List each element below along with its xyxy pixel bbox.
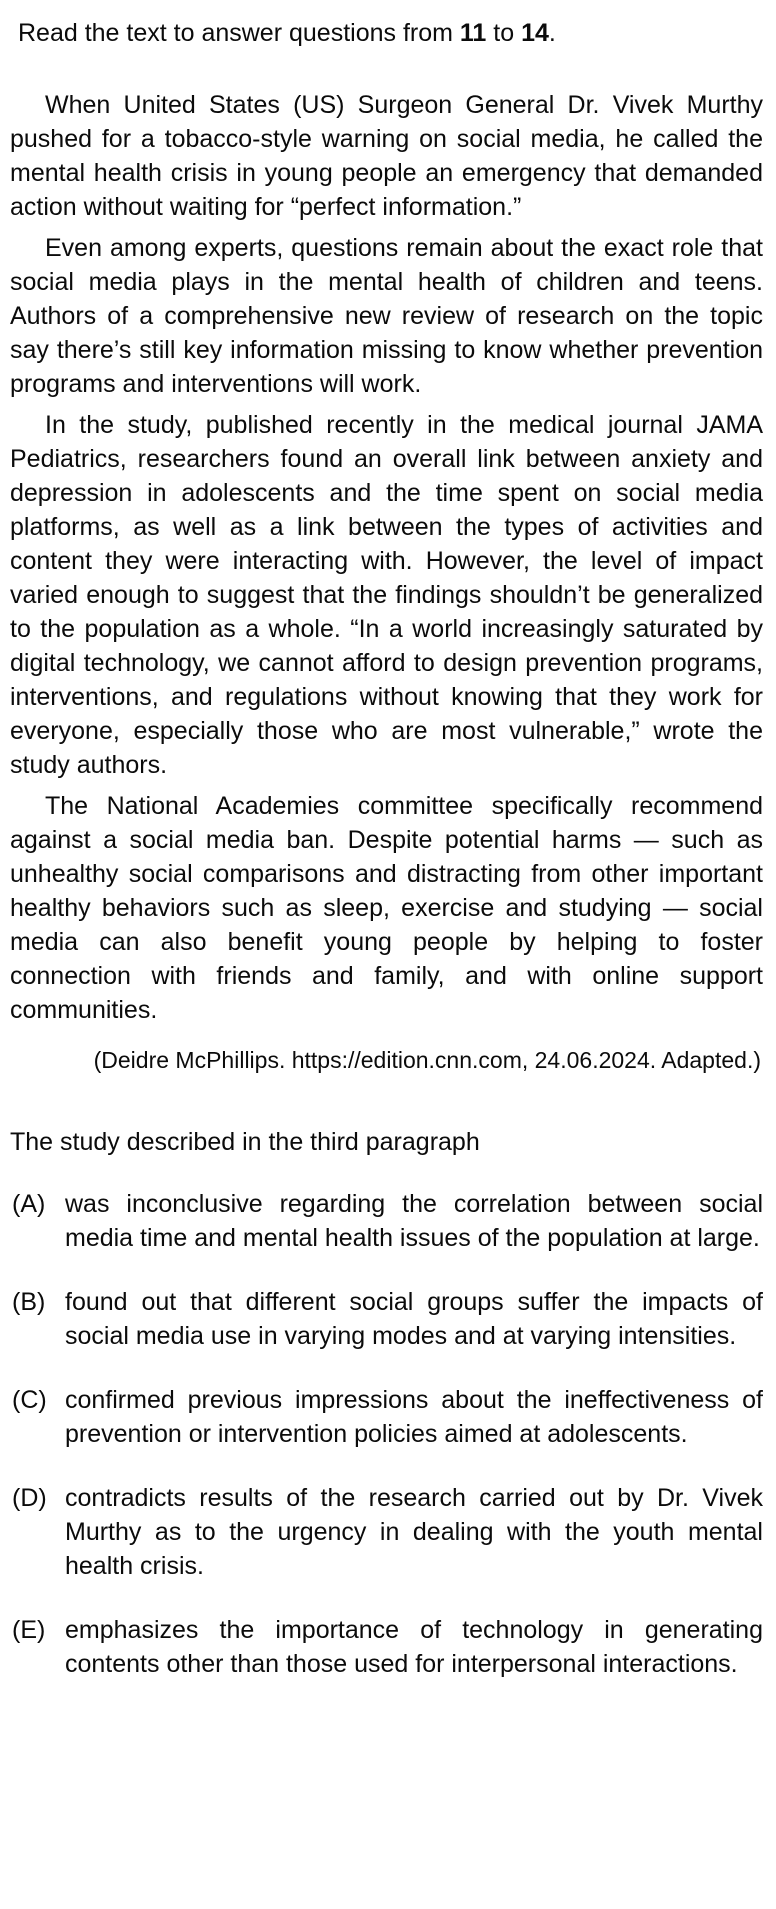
source-citation: (Deidre McPhillips. https://edition.cnn.com, 24.06.2024. Adapted.) [93,1047,761,1073]
option-e-text: emphasizes the importance of technology in generating contents other than those used for interpersonal interactions. [65,1616,763,1678]
option-c-label: (C) [12,1386,47,1414]
passage-paragraph-1: When United States (US) Surgeon General Dr. Vivek Murthy pushed for a tobacco-style warning on social media, he called the mental health crisis in young people an emergency that demanded action without waiting for “perfect information.” [10,91,763,221]
instruction-prefix: Read the text to answer questions from [18,19,460,47]
option-d [12,1481,763,1583]
option-a [12,1187,763,1255]
option-e [12,1613,763,1681]
question-range-end: 14 [521,19,549,47]
option-b-label: (B) [12,1288,46,1316]
question-stem: The study described in the third paragraph [10,1128,480,1156]
passage-paragraph-2: Even among experts, questions remain about the exact role that social media plays in the mental health of children and teens. Authors of a comprehensive new review of research on the topic say there’s still key information missing to know whether prevention programs and interventions will work. [10,234,763,398]
passage-paragraph-4: The National Academies committee specifically recommend against a social media ban. Despite potential harms — such as unhealthy social comparisons and distracting from other important healthy behaviors such as sleep, exercise and studying — social media can also benefit young people by helping to foster connection with friends and family, and with online support communities. [10,792,763,1024]
option-c-text: confirmed previous impressions about the ineffectiveness of prevention or intervention policies aimed at adolescents. [65,1386,763,1448]
option-b-text: found out that different social groups suffer the impacts of social media use in varying modes and at varying intensities. [65,1288,763,1350]
instruction-suffix: . [548,19,556,47]
option-a-label: (A) [12,1190,46,1218]
option-d-text: contradicts results of the research carried out by Dr. Vivek Murthy as to the urgency in dealing with the youth mental health crisis. [65,1484,763,1580]
question-range-start: 11 [459,19,487,47]
option-b [12,1285,763,1353]
instruction-line [18,16,763,50]
passage-paragraph-3: In the study, published recently in the medical journal JAMA Pediatrics, researchers found an overall link between anxiety and depression in adolescents and the time spent on social media platforms, as well as a link between the types of activities and content they were interacting with. However, the level of impact varied enough to suggest that the findings shouldn’t be generalized to the population as a whole. “In a world increasingly saturated by digital technology, we cannot afford to design prevention programs, interventions, and regulations without knowing that they work for everyone, especially those who are most vulnerable,” wrote the study authors. [10,411,763,779]
option-a-text: was inconclusive regarding the correlation between social media time and mental health issues of the population at large. [65,1190,763,1252]
instruction-middle: to [486,19,522,47]
answer-options [10,1187,763,1681]
option-e-label: (E) [12,1616,46,1644]
reading-passage [10,88,763,1027]
option-d-label: (D) [12,1484,47,1512]
option-c [12,1383,763,1451]
